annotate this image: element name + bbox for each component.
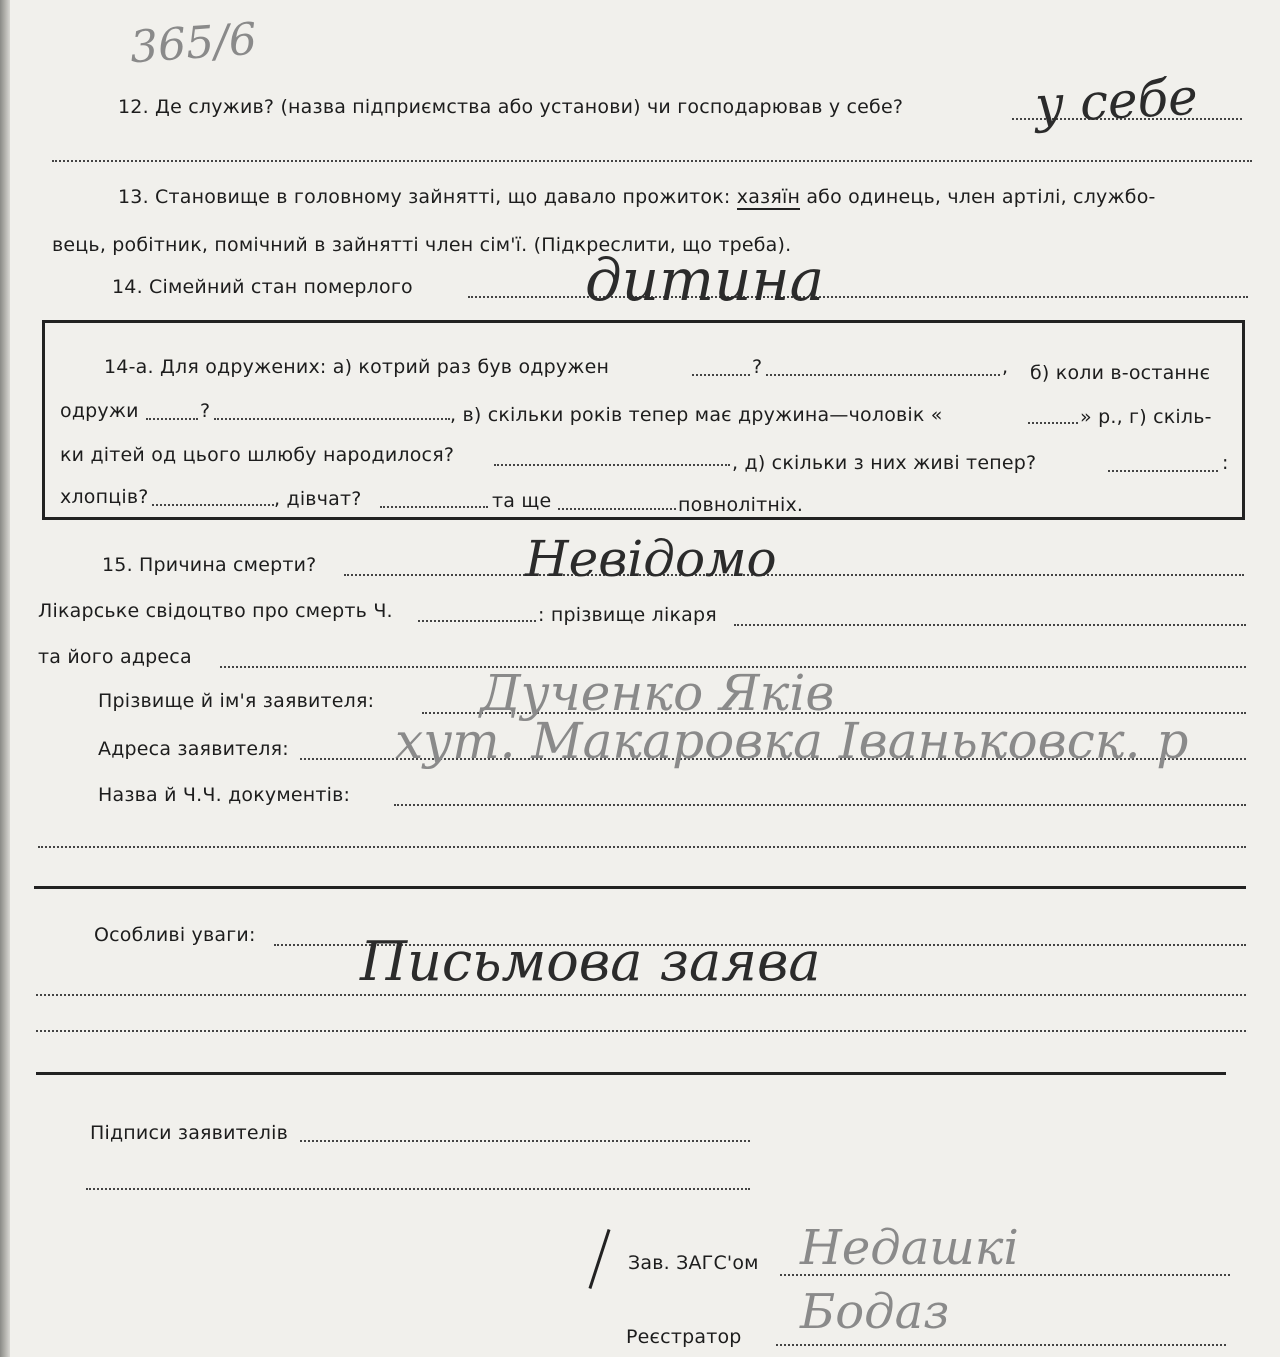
q14a-a-line1 — [692, 374, 750, 376]
q14a-girls-label: , дівчат? — [274, 488, 362, 510]
q14a-a-line2 — [766, 374, 1000, 376]
q13-prompt: 13. Становище в головному зайнятті, що давало прожиток: — [118, 186, 731, 208]
q12-answer: у себе — [1033, 67, 1200, 135]
q14a-v-line — [1028, 422, 1078, 424]
zags-head-label: Зав. ЗАГС'ом — [628, 1252, 759, 1274]
q14a-boys-line — [152, 504, 274, 506]
q14a-more-label: та ще — [492, 490, 552, 512]
q14a-adult-label: повнолітніх. — [678, 494, 804, 516]
q15-answer: Невідомо — [525, 530, 777, 588]
q13-other-options: або одинець, член артілі, службо- — [806, 186, 1156, 208]
q12-label: 12. Де служив? (назва підприємства або установи) чи господарював у себе? — [118, 96, 904, 118]
doctor-surname-label: : прізвище лікаря — [538, 604, 717, 626]
doctor-cert-label: Лікарське свідоцтво про смерть Ч. — [38, 600, 393, 622]
applicant-docs-line — [394, 804, 1246, 806]
applicant-name-value: Дученко Яків — [480, 664, 835, 722]
signatures-line-1 — [300, 1140, 750, 1142]
applicant-address-value: хут. Макаровка Іваньковск. р — [395, 712, 1189, 770]
q14a-d-prompt: , д) скільки з них живі тепер? — [732, 452, 1037, 474]
notes-line-3 — [36, 1030, 1246, 1032]
margin-slash-mark — [588, 1229, 610, 1289]
q12-continuation-line — [52, 160, 1252, 162]
q13-underlined-option: хазяїн — [736, 186, 801, 208]
q14a-b-prompt: б) коли в-останнє — [1030, 362, 1211, 384]
archive-number: 365/6 — [128, 13, 259, 74]
q14a-d-colon: : — [1222, 452, 1229, 474]
notes-line-2 — [36, 994, 1246, 996]
q13-line2: вець, робітник, помічний в зайнятті член сім'ї. (Підкреслити, що треба). — [52, 234, 792, 256]
q14-label: 14. Сімейний стан померлого — [112, 276, 413, 298]
q14a-adult-line — [558, 508, 676, 510]
q15-label: 15. Причина смерти? — [102, 554, 317, 576]
notes-label: Особливі уваги: — [94, 924, 256, 946]
signatures-line-2 — [86, 1188, 750, 1190]
q15-answer-line — [344, 574, 1244, 576]
registrar-signature: Бодаз — [800, 1284, 950, 1340]
applicant-address-label: Адреса заявителя: — [98, 738, 289, 760]
section-divider-2 — [36, 1072, 1226, 1075]
doctor-surname-line — [734, 624, 1246, 626]
q14a-a-prompt: 14-а. Для одружених: а) котрий раз був одружен — [104, 356, 610, 378]
applicant-docs-line-2 — [38, 846, 1246, 848]
registrar-line — [776, 1344, 1226, 1346]
q14a-boys-label: хлопців? — [60, 486, 149, 508]
q14a-line1 — [104, 356, 609, 378]
signatures-label: Підписи заявителів — [90, 1122, 289, 1144]
q14a-b-qmark: ? — [200, 400, 211, 422]
q14a-g-line — [494, 464, 730, 466]
q13-line1 — [118, 186, 1156, 208]
q14a-line3-start: ки дітей од цього шлюбу народилося? — [60, 444, 455, 466]
q14a-v-prompt: , в) скільки років тепер має дружина—чоловік « — [450, 404, 943, 426]
q14a-b-line2 — [214, 418, 450, 420]
registrar-label: Реєстратор — [626, 1326, 742, 1348]
q14a-girls-line — [380, 506, 488, 508]
doctor-cert-number-line — [418, 620, 536, 622]
q14a-a-qmark: ? — [752, 356, 763, 378]
q14a-d-line — [1108, 470, 1218, 472]
q14-answer: дитина — [585, 246, 825, 314]
q14a-g-prompt: » р., г) скіль- — [1080, 406, 1212, 428]
applicant-docs-label: Назва й Ч.Ч. документів: — [98, 784, 351, 806]
applicant-name-label: Прізвище й ім'я заявителя: — [98, 690, 375, 712]
zags-head-signature: Недашкі — [800, 1220, 1019, 1276]
q14a-b-line1 — [146, 418, 198, 420]
doctor-address-label: та його адреса — [38, 646, 192, 668]
scan-edge — [0, 0, 10, 1357]
notes-value: Письмова заява — [360, 930, 821, 993]
section-divider-1 — [34, 886, 1246, 889]
q14a-a-comma: , — [1002, 356, 1009, 378]
q14a-line2-start: одружи — [60, 400, 139, 422]
